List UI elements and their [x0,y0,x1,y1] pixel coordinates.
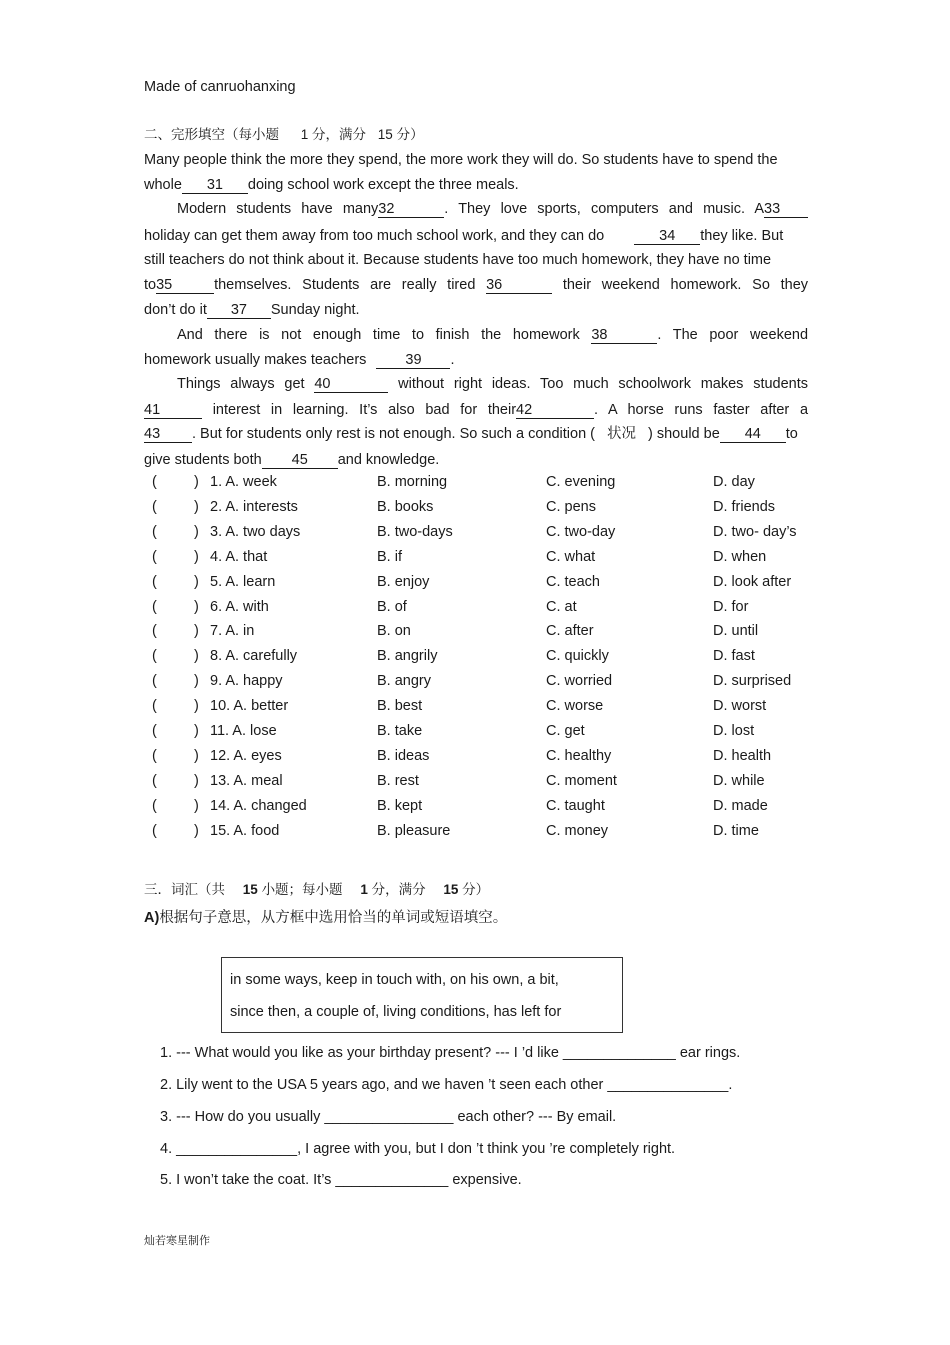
vocab-question-1: 1. --- What would you like as your birthday present? --- I ’d like ______________ ear rings. [160,1045,741,1061]
answer-paren-close: ) [194,549,199,565]
vocab-question-3: 3. --- How do you usually ________________ each other? --- By email. [160,1109,617,1125]
option-a: 3. A. two days [210,524,301,540]
section2-title-b: 1 分，满分 [300,127,367,142]
answer-paren-close: ) [194,673,199,689]
section3-subtitle [144,909,507,927]
answer-paren-open: ( [152,723,157,739]
answer-paren-close: ) [194,798,199,814]
text: And there is not enough time to finish the homework [177,327,580,343]
option-c: C. after [546,623,594,639]
blank-32: 32 [378,201,444,218]
text: and knowledge. [337,452,440,468]
section3-title [144,878,489,898]
option-d: D. made [713,798,768,814]
section2-title-c: 15 分） [377,127,424,142]
answer-paren-open: ( [152,798,157,814]
option-row [144,721,824,741]
answer-paren-close: ) [194,698,199,714]
text: ) should be [648,426,720,442]
passage-line [177,374,808,394]
text: interest in learning. It’s also bad for their [212,402,517,418]
passage-line [144,400,808,420]
option-a: 4. A. that [210,549,268,565]
blank-36: 36 [486,277,552,294]
blank-35: 35 [156,277,214,294]
option-a: 6. A. with [210,599,269,615]
blank-38: 38 [591,327,657,344]
text: . The poor weekend [657,327,809,343]
blank-37: 37 [207,302,271,319]
option-c: C. what [546,549,596,565]
option-a: 5. A. learn [210,574,276,590]
option-row [144,771,824,791]
option-a: 8. A. carefully [210,648,298,664]
option-a: 12. A. eyes [210,748,282,764]
option-d: D. look after [713,574,792,590]
option-c: C. two-day [546,524,616,540]
option-c: C. get [546,723,585,739]
answer-paren-close: ) [194,823,199,839]
option-b: B. angrily [377,648,438,664]
word-box-line-2: since then, a couple of, living conditions, has left for [230,1004,562,1020]
option-d: D. lost [713,723,755,739]
option-b: B. enjoy [377,574,430,590]
option-row [144,472,824,492]
option-c: C. healthy [546,748,612,764]
answer-paren-open: ( [152,524,157,540]
option-row [144,671,824,691]
option-c: C. money [546,823,609,839]
answer-paren-open: ( [152,623,157,639]
option-b: B. on [377,623,411,639]
blank-45: 45 [262,452,338,469]
section3-title-g: 分） [462,882,490,897]
option-c: C. worried [546,673,613,689]
option-row [144,497,824,517]
option-b: B. morning [377,474,448,490]
option-c: C. at [546,599,577,615]
text: Things always get [177,376,305,392]
passage-line [144,350,808,370]
option-b: B. kept [377,798,423,814]
answer-paren-open: ( [152,823,157,839]
passage-line [144,450,808,470]
option-a: 2. A. interests [210,499,298,515]
text: homework usually makes teachers [144,352,367,368]
answer-paren-close: ) [194,499,199,515]
header-made-of: Made of canruohanxing [144,79,296,95]
answer-paren-close: ) [194,599,199,615]
blank-39: 39 [376,352,450,369]
option-a: 1. A. week [210,474,277,490]
answer-paren-close: ) [194,474,199,490]
footer-text: 灿若寒星制作 [144,1234,210,1247]
option-b: B. best [377,698,423,714]
vocab-question-4: 4. _______________, I agree with you, but I don ’t think you ’re completely right. [160,1141,676,1157]
answer-paren-close: ) [194,773,199,789]
word-box-line-1: in some ways, keep in touch with, on his own, a bit, [230,972,559,988]
passage-line [144,424,808,444]
text: . A horse runs faster after a [594,402,809,418]
option-d: D. fast [713,648,755,664]
text: . [450,352,455,368]
section3-sub-label: A) [144,910,160,926]
answer-paren-open: ( [152,599,157,615]
option-row [144,746,824,766]
answer-paren-close: ) [194,648,199,664]
option-d: D. until [713,623,759,639]
text: don’t do it [144,302,207,318]
answer-paren-open: ( [152,574,157,590]
option-row [144,621,824,641]
option-b: B. pleasure [377,823,451,839]
option-row [144,696,824,716]
option-b: B. angry [377,673,431,689]
passage-line [144,300,808,320]
passage-line: still teachers do not think about it. Because students have too much homework, they have no time [144,252,772,268]
option-b: B. of [377,599,407,615]
text: to [144,277,157,293]
blank-40: 40 [314,376,388,393]
option-b: B. ideas [377,748,430,764]
section3-sub-text: 根据句子意思，从方框中选用恰当的单词或短语填空。 [159,910,508,926]
option-row [144,547,824,567]
option-c: C. pens [546,499,596,515]
blank-34: 34 [634,228,700,245]
word-box [221,957,623,1033]
section2-title-a: 二、完形填空（每小题 [144,127,279,142]
passage-line [177,325,808,345]
option-a: 9. A. happy [210,673,283,689]
answer-paren-close: ) [194,524,199,540]
text: give students both [144,452,262,468]
section3-title-c: 小题；每小题 [261,882,343,897]
text: doing school work except the three meals. [247,177,519,193]
answer-paren-open: ( [152,698,157,714]
vocab-question-5: 5. I won’t take the coat. It’s ______________ expensive. [160,1172,522,1188]
passage-line [144,275,808,295]
option-row [144,572,824,592]
option-d: D. two- day’s [713,524,797,540]
text: without right ideas. Too much schoolwork makes students [398,376,809,392]
option-a: 13. A. meal [210,773,283,789]
text: to [785,426,798,442]
blank-31: 31 [182,177,248,194]
option-b: B. rest [377,773,419,789]
option-d: D. friends [713,499,776,515]
passage-line [177,199,808,219]
option-d: D. surprised [713,673,792,689]
option-a: 7. A. in [210,623,255,639]
answer-paren-open: ( [152,773,157,789]
answer-paren-close: ) [194,723,199,739]
section3-title-e: 分，满分 [371,882,426,897]
option-row [144,821,824,841]
answer-paren-open: ( [152,474,157,490]
option-d: D. while [713,773,765,789]
answer-paren-open: ( [152,499,157,515]
option-row [144,522,824,542]
option-row [144,796,824,816]
option-d: D. health [713,748,772,764]
text: 状况 [607,426,637,442]
option-c: C. teach [546,574,600,590]
text: themselves. Students are really tired [214,277,476,293]
answer-paren-close: ) [194,574,199,590]
option-a: 15. A. food [210,823,280,839]
text: Sunday night. [270,302,360,318]
text: . But for students only rest is not enough. So such a condition ( [192,426,596,442]
answer-paren-open: ( [152,648,157,664]
option-c: C. quickly [546,648,609,664]
option-b: B. take [377,723,423,739]
text: whole [144,177,182,193]
option-c: C. taught [546,798,605,814]
blank-44: 44 [720,426,786,443]
blank-41: 41 [144,402,202,419]
answer-paren-open: ( [152,549,157,565]
option-a: 11. A. lose [210,723,277,739]
option-c: C. worse [546,698,604,714]
option-a: 14. A. changed [210,798,307,814]
option-c: C. moment [546,773,617,789]
passage-line [144,175,808,195]
option-b: B. two-days [377,524,453,540]
option-d: D. time [713,823,759,839]
option-d: D. when [713,549,767,565]
text: holiday can get them away from too much school work, and they can do [144,228,605,244]
option-d: D. day [713,474,755,490]
section3-title-d: 1 [360,882,368,897]
blank-33: 33 [764,201,808,218]
text: . They love sports, computers and music. A [444,201,765,217]
option-d: D. for [713,599,749,615]
blank-43: 43 [144,426,192,443]
text: they like. But [700,228,784,244]
answer-paren-open: ( [152,673,157,689]
text: Modern students have many [177,201,379,217]
passage-line [144,226,808,246]
section3-title-a: 三．词汇（共 [144,882,225,897]
answer-paren-open: ( [152,748,157,764]
section2-title [144,123,424,143]
section3-title-f: 15 [443,882,459,897]
answer-paren-close: ) [194,748,199,764]
answer-paren-close: ) [194,623,199,639]
vocab-question-2: 2. Lily went to the USA 5 years ago, and we haven ’t seen each other _______________. [160,1077,733,1093]
option-row [144,646,824,666]
option-c: C. evening [546,474,616,490]
section3-title-b: 15 [242,882,258,897]
option-d: D. worst [713,698,767,714]
option-a: 10. A. better [210,698,289,714]
blank-42: 42 [516,402,594,419]
option-b: B. if [377,549,402,565]
option-row [144,597,824,617]
option-b: B. books [377,499,434,515]
text: their weekend homework. So they [562,277,809,293]
passage-line: Many people think the more they spend, the more work they will do. So students have to spend the [144,152,778,168]
